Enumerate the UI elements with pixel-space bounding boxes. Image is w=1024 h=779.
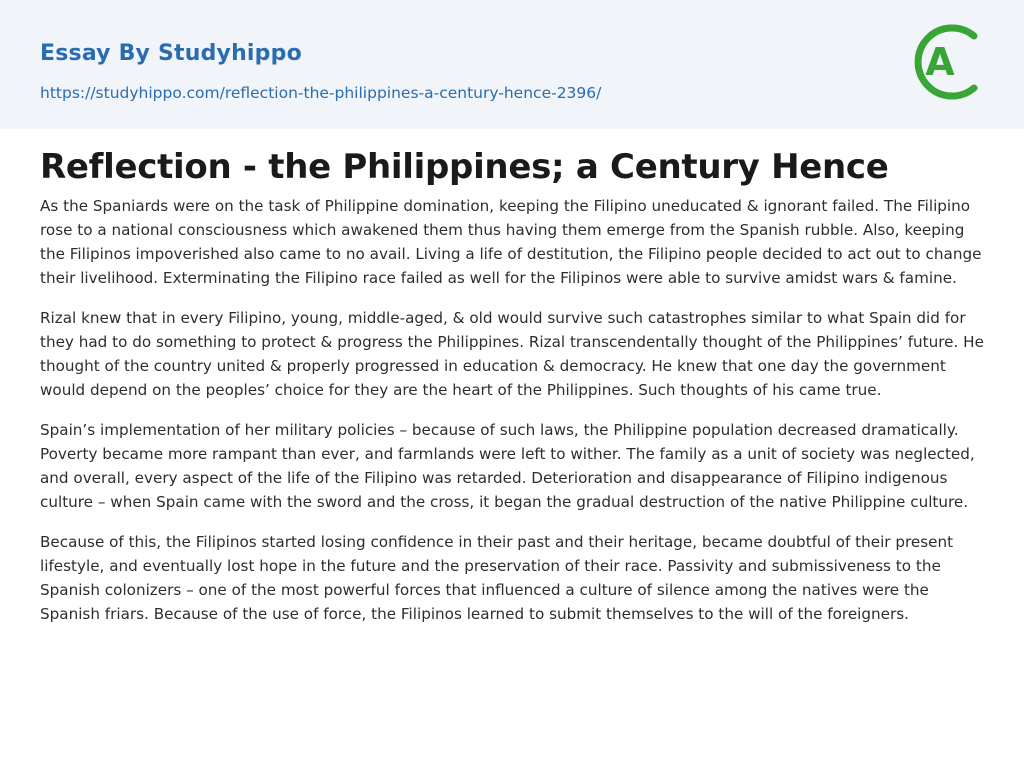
essay-paragraph: As the Spaniards were on the task of Philippine domination, keeping the Filipino uneducated & ignorant failed. The Filipino rose to a national consciousness which awakened them thus having them emerge from the Spanish rubble. Also, keeping the Filipinos impoverished also came to no avail. Living a life of destitution, the Filipino people decided to act out to change their livelihood. Exterminating the Filipino race failed as well for the Filipinos were able to survive amidst wars & famine. xyxy=(40,197,982,287)
essay-paragraph: Spain’s implementation of her military policies – because of such laws, the Philippine population decreased dramatically. Poverty became more rampant than ever, and farmlands were left to wither. The family as a unit of society was neglected, and overall, every aspect of the life of the Filipino was retarded. Deterioration and disappearance of Filipino indigenous culture – when Spain came with the sword and the cross, it began the gradual destruction of the native Philippine culture. xyxy=(40,421,975,511)
essay-paragraph: Rizal knew that in every Filipino, young, middle-aged, & old would survive such catastrophes similar to what Spain did for they had to do something to protect & progress the Philippines. Rizal transcendentally thought of the Philippines’ future. He thought of the country united & properly progressed in education & democracy. He knew that one day the government would depend on the peoples’ choice for they are the heart of the Philippines. Such thoughts of his came true. xyxy=(40,309,984,399)
essay-url-link[interactable]: https://studyhippo.com/reflection-the-philippines-a-century-hence-2396/ xyxy=(40,84,602,102)
site-header xyxy=(0,0,1024,129)
essay-title: Reflection - the Philippines; a Century Hence xyxy=(40,147,889,187)
brand-title[interactable]: Essay By Studyhippo xyxy=(40,41,302,66)
essay-body xyxy=(40,194,984,642)
studyhippo-logo-icon[interactable] xyxy=(910,18,988,106)
logo-letter: A xyxy=(925,40,955,84)
essay-paragraph: Because of this, the Filipinos started losing confidence in their past and their heritage, became doubtful of their present lifestyle, and eventually lost hope in the future and the preservation of their race. Passivity and submissiveness to the Spanish colonizers – one of the most powerful forces that influenced a culture of silence among the natives were the Spanish friars. Because of the use of force, the Filipinos learned to submit themselves to the will of the foreigners. xyxy=(40,533,954,623)
